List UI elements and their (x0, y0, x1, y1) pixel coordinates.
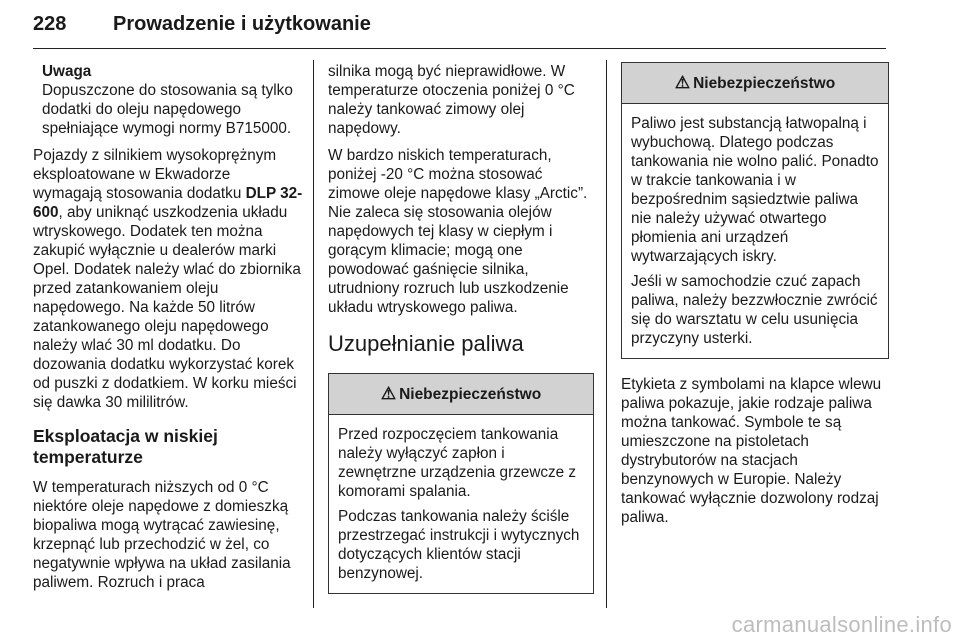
warning-box (328, 373, 594, 594)
note-box (33, 62, 303, 138)
warning-title: Niebezpieczeństwo (693, 75, 836, 92)
watermark: carmanualsonline.info (731, 612, 952, 637)
warning-title: Niebezpieczeństwo (399, 386, 542, 403)
warning-body (622, 104, 888, 358)
paragraph: silnika mogą być nieprawidłowe. W temperaturze otoczenia poniżej 0 °C należy tankować zimowy olej napędowy. (328, 63, 575, 137)
paragraph: W temperaturach niższych od 0 °C niektóre oleje napędowe z domieszką biopaliwa mogą wytrącać zawiesinę, krzepnąć lub przechodzić w żel, co negatywnie wpływa na układ zasilania paliwem. Rozruch i praca (33, 479, 291, 591)
paragraph: W bardzo niskich temperaturach, poniżej -20 °C można stosować zimowe oleje napędowe klasy „Arctic”. Nie zaleca się stosowania olejów napędowych tej klasy w ciepłym i gorącym klimacie; mogą one powodować gaśnięcie silnika, utrudniony rozruch lub uszkodzenie układu wtryskowego paliwa. (328, 147, 588, 316)
warning-box (621, 62, 889, 359)
warning-text: Jeśli w samochodzie czuć zapach paliwa, należy bezzwłocznie zwrócić się do warsztatu w celu usunięcia przyczyny usterki. (631, 273, 878, 347)
column-divider (606, 60, 607, 608)
warning-header (622, 63, 888, 104)
warning-text: Przed rozpoczęciem tankowania należy wyłączyć zapłon i zewnętrzne urządzenia grzewcze z komorami spalania. (338, 426, 577, 500)
paragraph (33, 146, 303, 412)
section-heading: Uzupełnianie paliwa (328, 331, 524, 356)
paragraph-text: Pojazdy z silnikiem wysokoprężnym eksploatowane w Ekwadorze wymagają stosowania dodatku (33, 147, 277, 202)
column-1 (33, 62, 303, 600)
page-number: 228 (33, 13, 67, 35)
warning-triangle-icon: ⚠ (380, 384, 397, 403)
reference-code: DLP 32-600 (33, 185, 303, 221)
column-3 (621, 62, 889, 535)
paragraph-text: , aby uniknąć uszkodzenia układu wtryskowego. Dodatek ten można zakupić wyłącznie u dealerów marki Opel. Dodatek należy wlać do zbiornika przed zatankowaniem oleju napędowego. Na każde 50 litrów zatankowanego oleju napędowego należy wlać 30 ml dodatku. Do dozowania dodatku wykorzystać korek od puszki z dodatkiem. W korku mieści się dawka 30 mililitrów. (33, 204, 301, 411)
column-divider (313, 60, 314, 608)
warning-header (329, 374, 593, 415)
section-heading: Eksploatacja w niskiej temperaturze (33, 426, 218, 467)
warning-body (329, 415, 593, 593)
page-title: Prowadzenie i użytkowanie (113, 13, 371, 35)
paragraph: Etykieta z symbolami na klapce wlewu paliwa pokazuje, jakie rodzaje paliwa można tankować. Symbole te są umieszczone na pistoletach dystrybutorów na stacjach benzynowych w Europie. Należy tankować wyłącznie dozwolony rodzaj paliwa. (621, 376, 882, 526)
page-header (33, 0, 886, 49)
column-2 (328, 62, 594, 610)
note-body: Dopuszczone do stosowania są tylko dodatki do oleju napędowego spełniające wymogi normy B715000. (42, 82, 293, 137)
warning-text: Paliwo jest substancją łatwopalną i wybuchową. Dlatego podczas tankowania nie wolno palić. Ponadto w trakcie tankowania i w bezpośrednim sąsiedztwie paliwa nie należy używać otwartego płomienia ani urządzeń wytwarzających iskry. (631, 115, 879, 265)
warning-text: Podczas tankowania należy ściśle przestrzegać instrukcji i wytycznych dotyczących klientów stacji benzynowej. (338, 508, 580, 582)
note-title: Uwaga (42, 63, 92, 80)
warning-triangle-icon: ⚠ (674, 73, 691, 92)
